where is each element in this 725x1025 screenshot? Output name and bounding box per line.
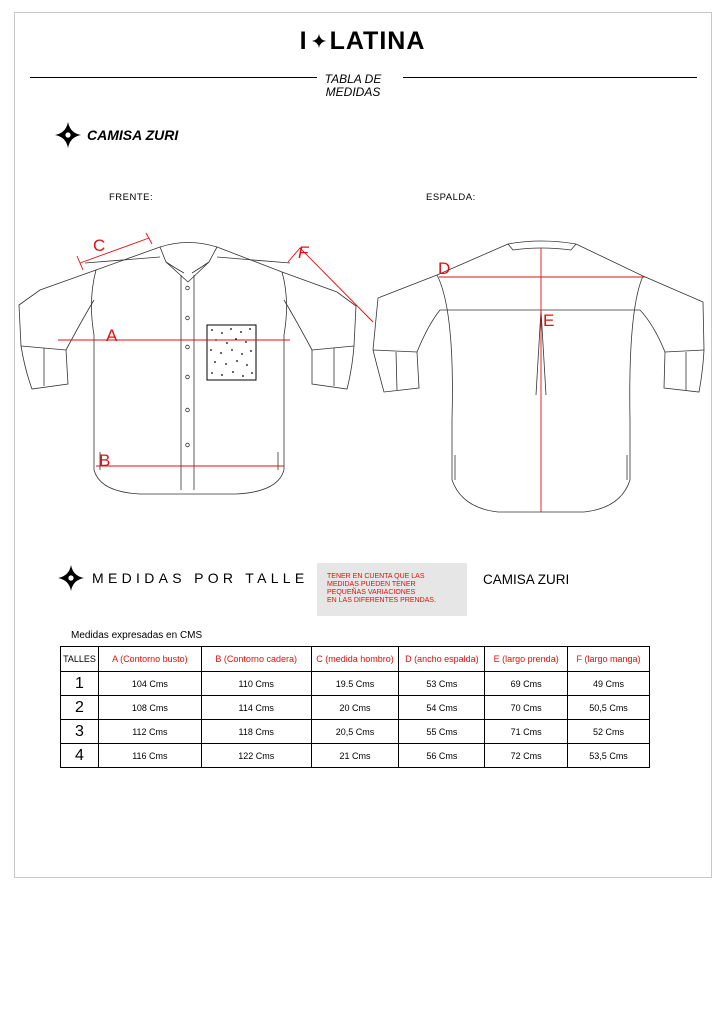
table-cell: 54 Cms bbox=[399, 696, 485, 720]
table-row bbox=[61, 672, 650, 696]
table-cell: 20 Cms bbox=[311, 696, 399, 720]
note-line: MEDIDAS PUEDEN TENER bbox=[327, 581, 416, 588]
product-name: CAMISA ZURI bbox=[87, 127, 179, 143]
table-row bbox=[61, 696, 650, 720]
table-cell: 112 Cms bbox=[98, 720, 201, 744]
marker-a-label: A bbox=[106, 326, 118, 345]
note-line: TENER EN CUENTA QUE LAS bbox=[327, 573, 425, 580]
size-cell: 3 bbox=[61, 720, 99, 744]
note-line: EN LAS DIFERENTES PRENDAS. bbox=[327, 597, 436, 604]
table-cell: 19.5 Cms bbox=[311, 672, 399, 696]
marker-d-label: D bbox=[438, 259, 451, 278]
measurement-note bbox=[317, 563, 467, 616]
size-table bbox=[60, 646, 650, 768]
table-cell: 70 Cms bbox=[485, 696, 568, 720]
table-cell: 69 Cms bbox=[485, 672, 568, 696]
column-header-b: B (Contorno cadera) bbox=[201, 647, 311, 672]
marker-e-label: E bbox=[543, 311, 555, 330]
column-header-a: A (Contorno busto) bbox=[98, 647, 201, 672]
subtitle-line: TABLA DE bbox=[324, 72, 382, 86]
table-cell: 118 Cms bbox=[201, 720, 311, 744]
table-cell: 20,5 Cms bbox=[311, 720, 399, 744]
column-header-c: C (medida hombro) bbox=[311, 647, 399, 672]
back-measure-lines bbox=[439, 248, 645, 512]
table-cell: 50,5 Cms bbox=[568, 696, 650, 720]
table-row bbox=[61, 720, 650, 744]
table-cell: 72 Cms bbox=[485, 744, 568, 768]
table-cell: 122 Cms bbox=[201, 744, 311, 768]
size-cell: 2 bbox=[61, 696, 99, 720]
column-header-f: F (largo manga) bbox=[568, 647, 650, 672]
column-header-talles: TALLES bbox=[61, 647, 99, 672]
table-cell: 71 Cms bbox=[485, 720, 568, 744]
table-row bbox=[61, 744, 650, 768]
table-cell: 52 Cms bbox=[568, 720, 650, 744]
size-cell: 4 bbox=[61, 744, 99, 768]
table-cell: 55 Cms bbox=[399, 720, 485, 744]
marker-b-label: B bbox=[99, 451, 111, 470]
front-pocket-drawing bbox=[207, 325, 256, 380]
table-cell: 114 Cms bbox=[201, 696, 311, 720]
table-header-row bbox=[61, 647, 650, 672]
table-cell: 53,5 Cms bbox=[568, 744, 650, 768]
section-title: MEDIDAS POR TALLE bbox=[92, 570, 309, 586]
star-ornament-icon bbox=[58, 565, 84, 591]
column-header-d: D (ancho espalda) bbox=[399, 647, 485, 672]
column-header-e: E (largo prenda) bbox=[485, 647, 568, 672]
size-cell: 1 bbox=[61, 672, 99, 696]
brand-initial: I bbox=[299, 27, 308, 56]
table-cell: 49 Cms bbox=[568, 672, 650, 696]
front-view-label: FRENTE: bbox=[109, 192, 154, 203]
table-cell: 104 Cms bbox=[98, 672, 201, 696]
back-view-label: ESPALDA: bbox=[426, 192, 476, 203]
table-cell: 53 Cms bbox=[399, 672, 485, 696]
marker-c-label: C bbox=[93, 236, 106, 255]
marker-f-label: F bbox=[298, 243, 309, 262]
section-product-name: CAMISA ZURI bbox=[483, 572, 570, 587]
note-line: PEQUEÑAS VARIACIONES bbox=[327, 589, 416, 596]
subtitle-line: MEDIDAS bbox=[325, 85, 381, 99]
table-cell: 116 Cms bbox=[98, 744, 201, 768]
front-shirt-drawing bbox=[19, 243, 356, 495]
table-cell: 108 Cms bbox=[98, 696, 201, 720]
brand-name: LATINA bbox=[329, 27, 426, 56]
section-heading bbox=[58, 565, 309, 591]
table-cell: 110 Cms bbox=[201, 672, 311, 696]
unit-caption: Medidas expresadas en CMS bbox=[71, 630, 203, 641]
table-cell: 56 Cms bbox=[399, 744, 485, 768]
table-cell: 21 Cms bbox=[311, 744, 399, 768]
back-shirt-drawing bbox=[373, 241, 704, 512]
